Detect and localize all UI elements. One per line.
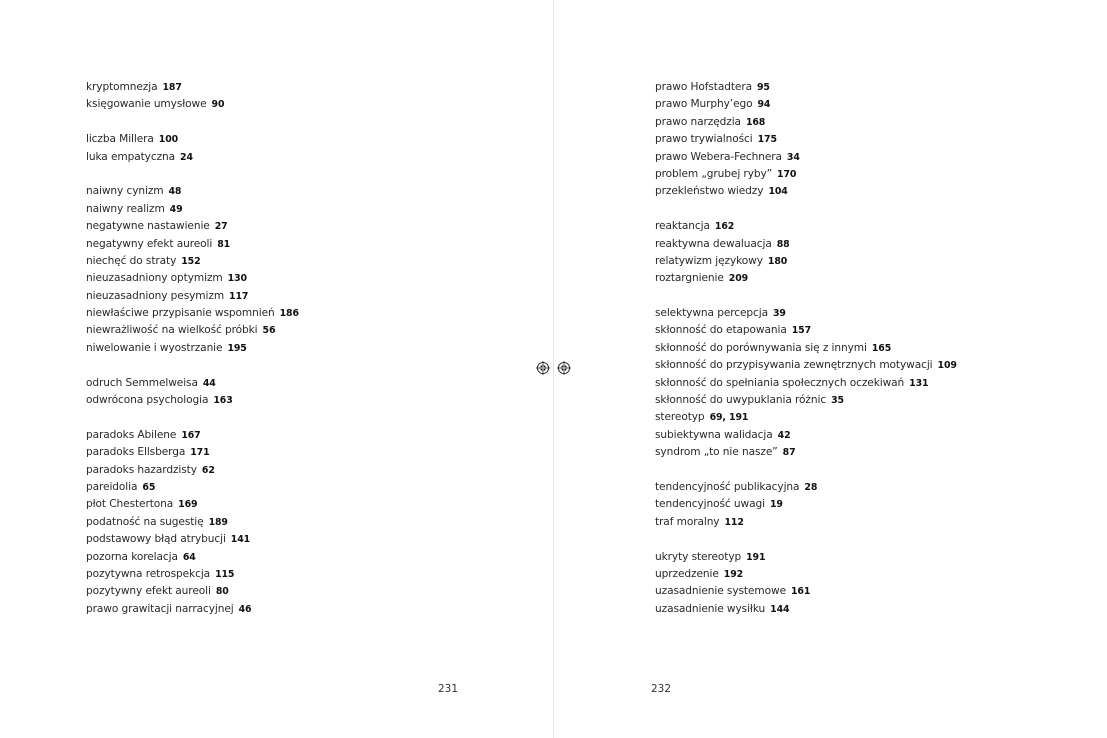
index-entry <box>86 218 299 235</box>
index-term: skłonność do uwypuklania różnic <box>655 394 827 407</box>
index-page-ref: 90 <box>211 99 225 111</box>
index-page-ref: 131 <box>909 377 929 389</box>
index-term: naiwny realizm <box>86 202 165 215</box>
index-term: uprzedzenie <box>655 567 719 580</box>
index-term: stereotyp <box>655 411 705 424</box>
index-page-ref: 157 <box>791 325 811 337</box>
index-entry <box>86 96 299 113</box>
index-term: prawo trywialności <box>655 133 753 146</box>
index-term: subiektywna walidacja <box>655 428 773 441</box>
index-page-ref: 65 <box>142 481 156 493</box>
index-term: księgowanie umysłowe <box>86 98 207 111</box>
index-term: odwrócona psychologia <box>86 394 209 407</box>
index-term: prawo narzędzia <box>655 115 741 128</box>
index-page-ref: 141 <box>230 534 251 546</box>
index-term: roztargnienie <box>655 272 724 285</box>
index-entry <box>655 270 957 287</box>
registration-mark-icon <box>536 361 550 375</box>
index-term: reaktywna dewaluacja <box>655 237 772 250</box>
index-term: tendencyjność uwagi <box>655 498 765 511</box>
index-term: selektywna percepcja <box>655 307 768 320</box>
index-page-ref: 189 <box>208 516 228 528</box>
index-term: traf moralny <box>655 515 720 528</box>
index-page-ref: 56 <box>262 325 276 337</box>
index-entry <box>86 253 299 270</box>
index-entry <box>655 514 957 531</box>
index-entry <box>86 427 299 444</box>
index-term: reaktancja <box>655 220 710 233</box>
index-term: kryptomnezja <box>86 81 158 93</box>
index-term: niewłaściwe przypisanie wspomnień <box>86 307 275 320</box>
index-page-ref: 87 <box>782 447 796 459</box>
index-page-ref: 175 <box>757 134 777 146</box>
index-term: pozytywna retrospekcja <box>86 567 211 580</box>
left-page-number: 231 <box>438 683 459 695</box>
index-page-ref: 187 <box>162 82 182 93</box>
index-page-ref: 81 <box>217 238 231 250</box>
index-term: podstawowy błąd atrybucji <box>86 533 226 546</box>
index-entry <box>655 166 957 183</box>
index-page-ref: 24 <box>180 151 193 163</box>
index-entry <box>86 322 299 339</box>
index-term: paradoks hazardzisty <box>86 463 197 476</box>
index-term: ukryty stereotyp <box>655 550 742 563</box>
index-entry <box>655 114 957 131</box>
index-page-ref: 104 <box>768 186 788 198</box>
index-group <box>655 79 957 201</box>
index-page-ref: 95 <box>756 82 770 93</box>
index-entry <box>655 479 957 496</box>
index-group <box>86 427 299 618</box>
index-page-ref: 64 <box>182 551 196 563</box>
index-term: prawo Webera-Fechnera <box>655 150 782 163</box>
index-term: płot Chestertona <box>86 498 174 511</box>
index-page-ref: 168 <box>745 116 766 128</box>
index-entry <box>655 409 957 426</box>
index-page-ref: 152 <box>181 255 201 267</box>
index-page-ref: 34 <box>786 151 800 163</box>
index-page-ref: 171 <box>190 447 210 459</box>
index-page-ref: 42 <box>777 429 791 441</box>
index-term: odruch Semmelweisa <box>86 376 198 389</box>
index-page-ref: 165 <box>871 342 892 354</box>
left-index-column <box>86 79 299 636</box>
index-entry <box>655 183 957 200</box>
right-index-column <box>655 79 957 636</box>
index-entry <box>655 340 957 357</box>
index-page-ref: 192 <box>723 568 744 580</box>
index-entry <box>655 253 957 270</box>
index-page-ref: 19 <box>769 499 783 511</box>
index-group <box>86 375 299 410</box>
index-page-ref: 161 <box>790 586 811 598</box>
index-page-ref: 49 <box>169 203 183 215</box>
index-page-ref: 88 <box>776 238 790 250</box>
index-page-ref: 117 <box>229 290 249 302</box>
index-page-ref: 112 <box>724 516 744 528</box>
index-term: skłonność do porównywania się z innymi <box>655 341 867 354</box>
index-page-ref: 163 <box>213 395 233 407</box>
index-page-ref: 46 <box>238 603 252 615</box>
index-entry <box>86 305 299 322</box>
index-page-ref: 109 <box>937 360 957 372</box>
index-group <box>86 183 299 357</box>
index-entry <box>655 566 957 583</box>
index-page-ref: 69, 191 <box>709 412 749 424</box>
index-entry <box>655 601 957 618</box>
index-group <box>655 479 957 531</box>
index-entry <box>655 427 957 444</box>
index-entry <box>655 444 957 461</box>
index-page-ref: 209 <box>728 273 749 285</box>
index-entry <box>655 218 957 235</box>
index-entry <box>86 236 299 253</box>
index-entry <box>86 131 299 148</box>
index-entry <box>86 514 299 531</box>
index-term: problem „grubej ryby” <box>655 167 773 180</box>
index-page-ref: 186 <box>279 308 299 320</box>
index-entry <box>86 340 299 357</box>
index-entry <box>86 375 299 392</box>
index-term: paradoks Ellsberga <box>86 446 186 459</box>
index-entry <box>86 601 299 618</box>
index-term: niwelowanie i wyostrzanie <box>86 341 223 354</box>
index-entry <box>655 375 957 392</box>
index-entry <box>86 79 299 96</box>
index-page-ref: 180 <box>767 255 788 267</box>
index-page-ref: 48 <box>168 186 182 198</box>
index-term: liczba Millera <box>86 133 154 146</box>
index-page-ref: 195 <box>227 342 247 354</box>
index-entry <box>86 496 299 513</box>
index-term: niechęć do straty <box>86 254 177 267</box>
index-entry <box>655 305 957 322</box>
index-entry <box>655 583 957 600</box>
index-page-ref: 80 <box>215 586 229 598</box>
index-term: relatywizm językowy <box>655 254 763 267</box>
index-term: pozytywny efekt aureoli <box>86 585 211 598</box>
index-page-ref: 115 <box>215 568 235 580</box>
index-entry <box>86 288 299 305</box>
index-entry <box>655 496 957 513</box>
index-page-ref: 27 <box>214 221 228 233</box>
index-group <box>655 218 957 288</box>
index-page-ref: 39 <box>773 308 786 320</box>
index-page-ref: 162 <box>714 221 735 233</box>
index-group <box>655 549 957 619</box>
index-term: pareidolia <box>86 480 138 493</box>
index-entry <box>86 392 299 409</box>
index-entry <box>655 149 957 166</box>
index-page-ref: 94 <box>757 99 771 111</box>
index-term: uzasadnienie systemowe <box>655 585 786 598</box>
index-entry <box>655 79 957 96</box>
index-entry <box>86 566 299 583</box>
index-term: nieuzasadniony optymizm <box>86 272 223 285</box>
index-entry <box>655 392 957 409</box>
index-entry <box>86 479 299 496</box>
index-page-ref: 130 <box>227 273 247 285</box>
index-entry <box>86 531 299 548</box>
index-page-ref: 169 <box>178 499 198 511</box>
index-entry <box>86 583 299 600</box>
index-page-ref: 44 <box>202 377 216 389</box>
index-entry <box>655 357 957 374</box>
index-page-ref: 191 <box>746 551 766 563</box>
index-page-ref: 144 <box>770 603 790 615</box>
index-term: luka empatyczna <box>86 150 176 163</box>
index-entry <box>86 149 299 166</box>
index-term: syndrom „to nie nasze” <box>655 446 778 459</box>
index-entry <box>655 96 957 113</box>
index-term: negatywny efekt aureoli <box>86 237 213 250</box>
index-group <box>86 131 299 166</box>
left-page <box>0 0 553 738</box>
index-term: pozorna korelacja <box>86 550 178 563</box>
right-page <box>554 0 1107 738</box>
index-entry <box>86 183 299 200</box>
index-term: prawo Hofstadtera <box>655 81 752 93</box>
index-term: tendencyjność publikacyjna <box>655 480 800 493</box>
index-term: niewrażliwość na wielkość próbki <box>86 324 258 337</box>
index-page-ref: 170 <box>777 168 797 180</box>
index-term: podatność na sugestię <box>86 515 204 528</box>
index-term: prawo Murphy’ego <box>655 98 753 111</box>
index-term: skłonność do przypisywania zewnętrznych motywacji <box>655 359 933 372</box>
index-entry <box>655 549 957 566</box>
index-page-ref: 28 <box>804 481 818 493</box>
index-entry <box>86 201 299 218</box>
index-term: przekleństwo wiedzy <box>655 185 764 198</box>
index-page-ref: 100 <box>158 134 179 146</box>
index-entry <box>86 444 299 461</box>
index-entry <box>655 131 957 148</box>
index-entry <box>655 322 957 339</box>
index-term: skłonność do spełniania społecznych oczekiwań <box>655 376 905 389</box>
index-group <box>86 79 299 114</box>
index-entry <box>86 549 299 566</box>
index-term: uzasadnienie wysiłku <box>655 602 766 615</box>
right-page-number: 232 <box>651 683 672 695</box>
index-term: negatywne nastawienie <box>86 220 210 233</box>
index-term: prawo grawitacji narracyjnej <box>86 602 234 615</box>
index-entry <box>655 236 957 253</box>
index-group <box>655 305 957 462</box>
index-entry <box>86 462 299 479</box>
index-term: nieuzasadniony pesymizm <box>86 289 225 302</box>
index-term: naiwny cynizm <box>86 185 164 198</box>
index-page-ref: 62 <box>201 464 215 476</box>
index-entry <box>86 270 299 287</box>
index-page-ref: 35 <box>831 395 844 407</box>
index-term: skłonność do etapowania <box>655 324 787 337</box>
index-page-ref: 167 <box>181 429 201 441</box>
index-term: paradoks Abilene <box>86 428 177 441</box>
